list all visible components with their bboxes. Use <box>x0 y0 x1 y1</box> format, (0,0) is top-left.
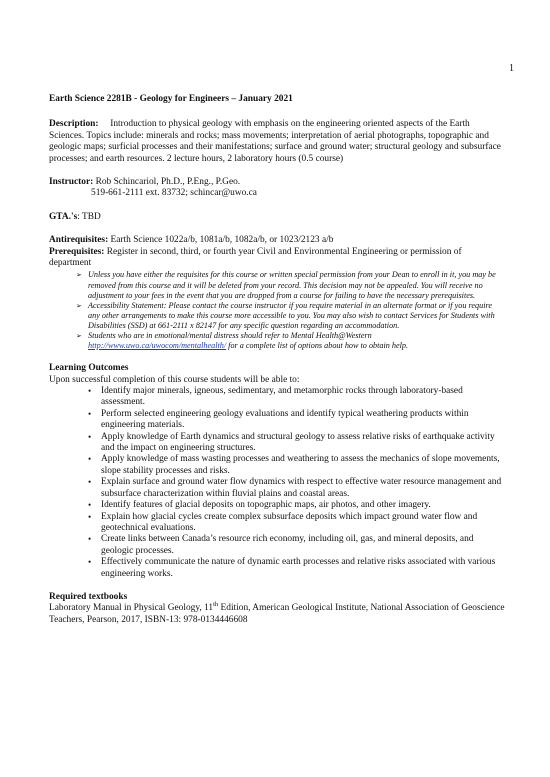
bullet-icon: • <box>88 408 92 419</box>
antirequisites-label: Antirequisites: <box>49 235 109 246</box>
prerequisites-line <box>49 247 505 270</box>
mental-health-prefix: Students who are in emotional/mental distress should refer to Mental Health@Western <box>88 331 372 341</box>
antirequisites-value: Earth Science 1022a/b, 1081a/b, 1082a/b, or 1023/2123 a/b <box>110 235 334 246</box>
arrow-bullet-icon: ➢ <box>76 271 82 280</box>
outcome-item <box>89 409 505 432</box>
bullet-icon: • <box>88 454 92 465</box>
description-paragraph <box>49 119 505 165</box>
bullet-icon: • <box>88 386 92 397</box>
bullet-icon: • <box>88 477 92 488</box>
description-text: Introduction to physical geology with emphasis on the engineering oriented aspects of the Earth Sciences. Topics include: minerals and rocks; mass movements; interpretation of aerial photographs, topographic and geologic maps; surficial processes and their manifestations; surface and ground water; structural geology and subsurface processes; and earth resources. 2 lecture hours, 2 laboratory hours (0.5 course) <box>49 119 501 164</box>
note-item <box>78 301 505 331</box>
mental-health-link[interactable]: http://www.uwo.ca/uwocom/mentalhealth/ <box>88 341 227 351</box>
gta-label: GTA.'s <box>49 211 78 222</box>
outcome-text: Apply knowledge of Earth dynamics and structural geology to assess relative risks of earthquake activity and the impact on engineering structures. <box>101 431 495 454</box>
edition-superscript: th <box>213 601 219 609</box>
learning-outcomes-intro: Upon successful completion of this course students will be able to: <box>49 374 300 385</box>
prerequisites-value: Register in second, third, or fourth year Civil and Environmental Engineering or permission of department <box>49 246 462 269</box>
outcome-item <box>89 432 505 455</box>
note-item <box>78 331 505 351</box>
syllabus-content <box>49 94 505 626</box>
note-item <box>78 270 505 300</box>
outcome-text: Create links between Canada’s resource rich economy, including oil, gas, and mineral deposits, and geologic processes. <box>101 534 474 556</box>
course-title: Earth Science 2281B - Geology for Engineers – January 2021 <box>49 94 293 104</box>
learning-outcomes-list <box>49 386 505 580</box>
requisite-notes-list <box>49 270 505 351</box>
outcome-item <box>89 557 505 580</box>
instructor-line <box>49 177 505 188</box>
antirequisites-line <box>49 235 505 246</box>
outcome-item <box>89 512 505 535</box>
bullet-icon: • <box>88 500 92 511</box>
outcome-text: Identify major minerals, igneous, sedimentary, and metamorphic rocks through laboratory-based assessment. <box>101 386 463 408</box>
textbook-title: Laboratory Manual in Physical Geology, 11 <box>49 603 214 614</box>
outcome-item <box>89 454 505 477</box>
instructor-contact: 519-661-2111 ext. 83732; schincar@uwo.ca <box>91 188 257 199</box>
gta-line <box>49 212 505 223</box>
page-number: 1 <box>509 63 514 74</box>
instructor-label: Instructor: <box>49 177 94 188</box>
outcome-text: Apply knowledge of mass wasting processes and weathering to assess the mechanics of slope movements, slope stability processes and risks. <box>101 454 500 476</box>
textbook-entry <box>49 603 505 626</box>
outcome-text: Effectively communicate the nature of dynamic earth processes and relative risks associated with various engineering works. <box>101 557 496 579</box>
bullet-icon: • <box>88 557 92 568</box>
arrow-bullet-icon: ➢ <box>76 301 82 310</box>
arrow-bullet-icon: ➢ <box>76 332 82 341</box>
outcome-text: Identify features of glacial deposits on topographic maps, air photos, and other imagery. <box>101 500 431 511</box>
textbook-details: Edition, American Geological Institute, National Association of Geoscience Teachers, Pearson, 2017, ISBN-13: 978-0134446608 <box>49 603 505 625</box>
outcome-item <box>89 386 505 409</box>
bullet-icon: • <box>88 431 92 442</box>
outcome-text: Explain how glacial cycles create complex subsurface deposits which impact ground water flow and geotechnical evaluations. <box>101 511 478 533</box>
instructor-name: Rob Schincariol, Ph.D., P.Eng., P.Geo. <box>95 177 241 188</box>
note-text: Unless you have either the requisites for this course or written special permission from your Dean to enroll in it, you may be removed from this course and it will be deleted from your record. This decision may not be appealed. You will receive no adjustment to your fees in the event that you are dropped from a course for failing to have the necessary prerequisites. <box>88 270 496 300</box>
outcome-text: Explain surface and ground water flow dynamics with respect to effective water resource management and subsurface characterization within fluvial plains and coastal areas. <box>101 477 502 499</box>
learning-outcomes-heading: Learning Outcomes <box>49 363 129 374</box>
outcome-item <box>89 534 505 557</box>
prerequisites-label: Prerequisites: <box>49 246 105 257</box>
outcome-item <box>89 500 505 511</box>
bullet-icon: • <box>88 534 92 545</box>
note-text: Accessibility Statement: Please contact the course instructor if you require material in an alternate format or if you require any other arrangements to make this course more accessible to you. You may also wish to contact Services for Students with Disabilities (SSD) at 661-2111 x 82147 for any specific question regarding an accommodation. <box>88 300 495 330</box>
textbooks-heading: Required textbooks <box>49 591 128 602</box>
outcome-item <box>89 477 505 500</box>
mental-health-suffix: for a complete list of options about how to obtain help. <box>226 341 409 351</box>
gta-value: : TBD <box>77 211 101 222</box>
outcome-text: Perform selected engineering geology evaluations and identify typical weathering products within engineering materials. <box>101 408 469 431</box>
bullet-icon: • <box>88 511 92 522</box>
description-label: Description: <box>49 119 99 130</box>
